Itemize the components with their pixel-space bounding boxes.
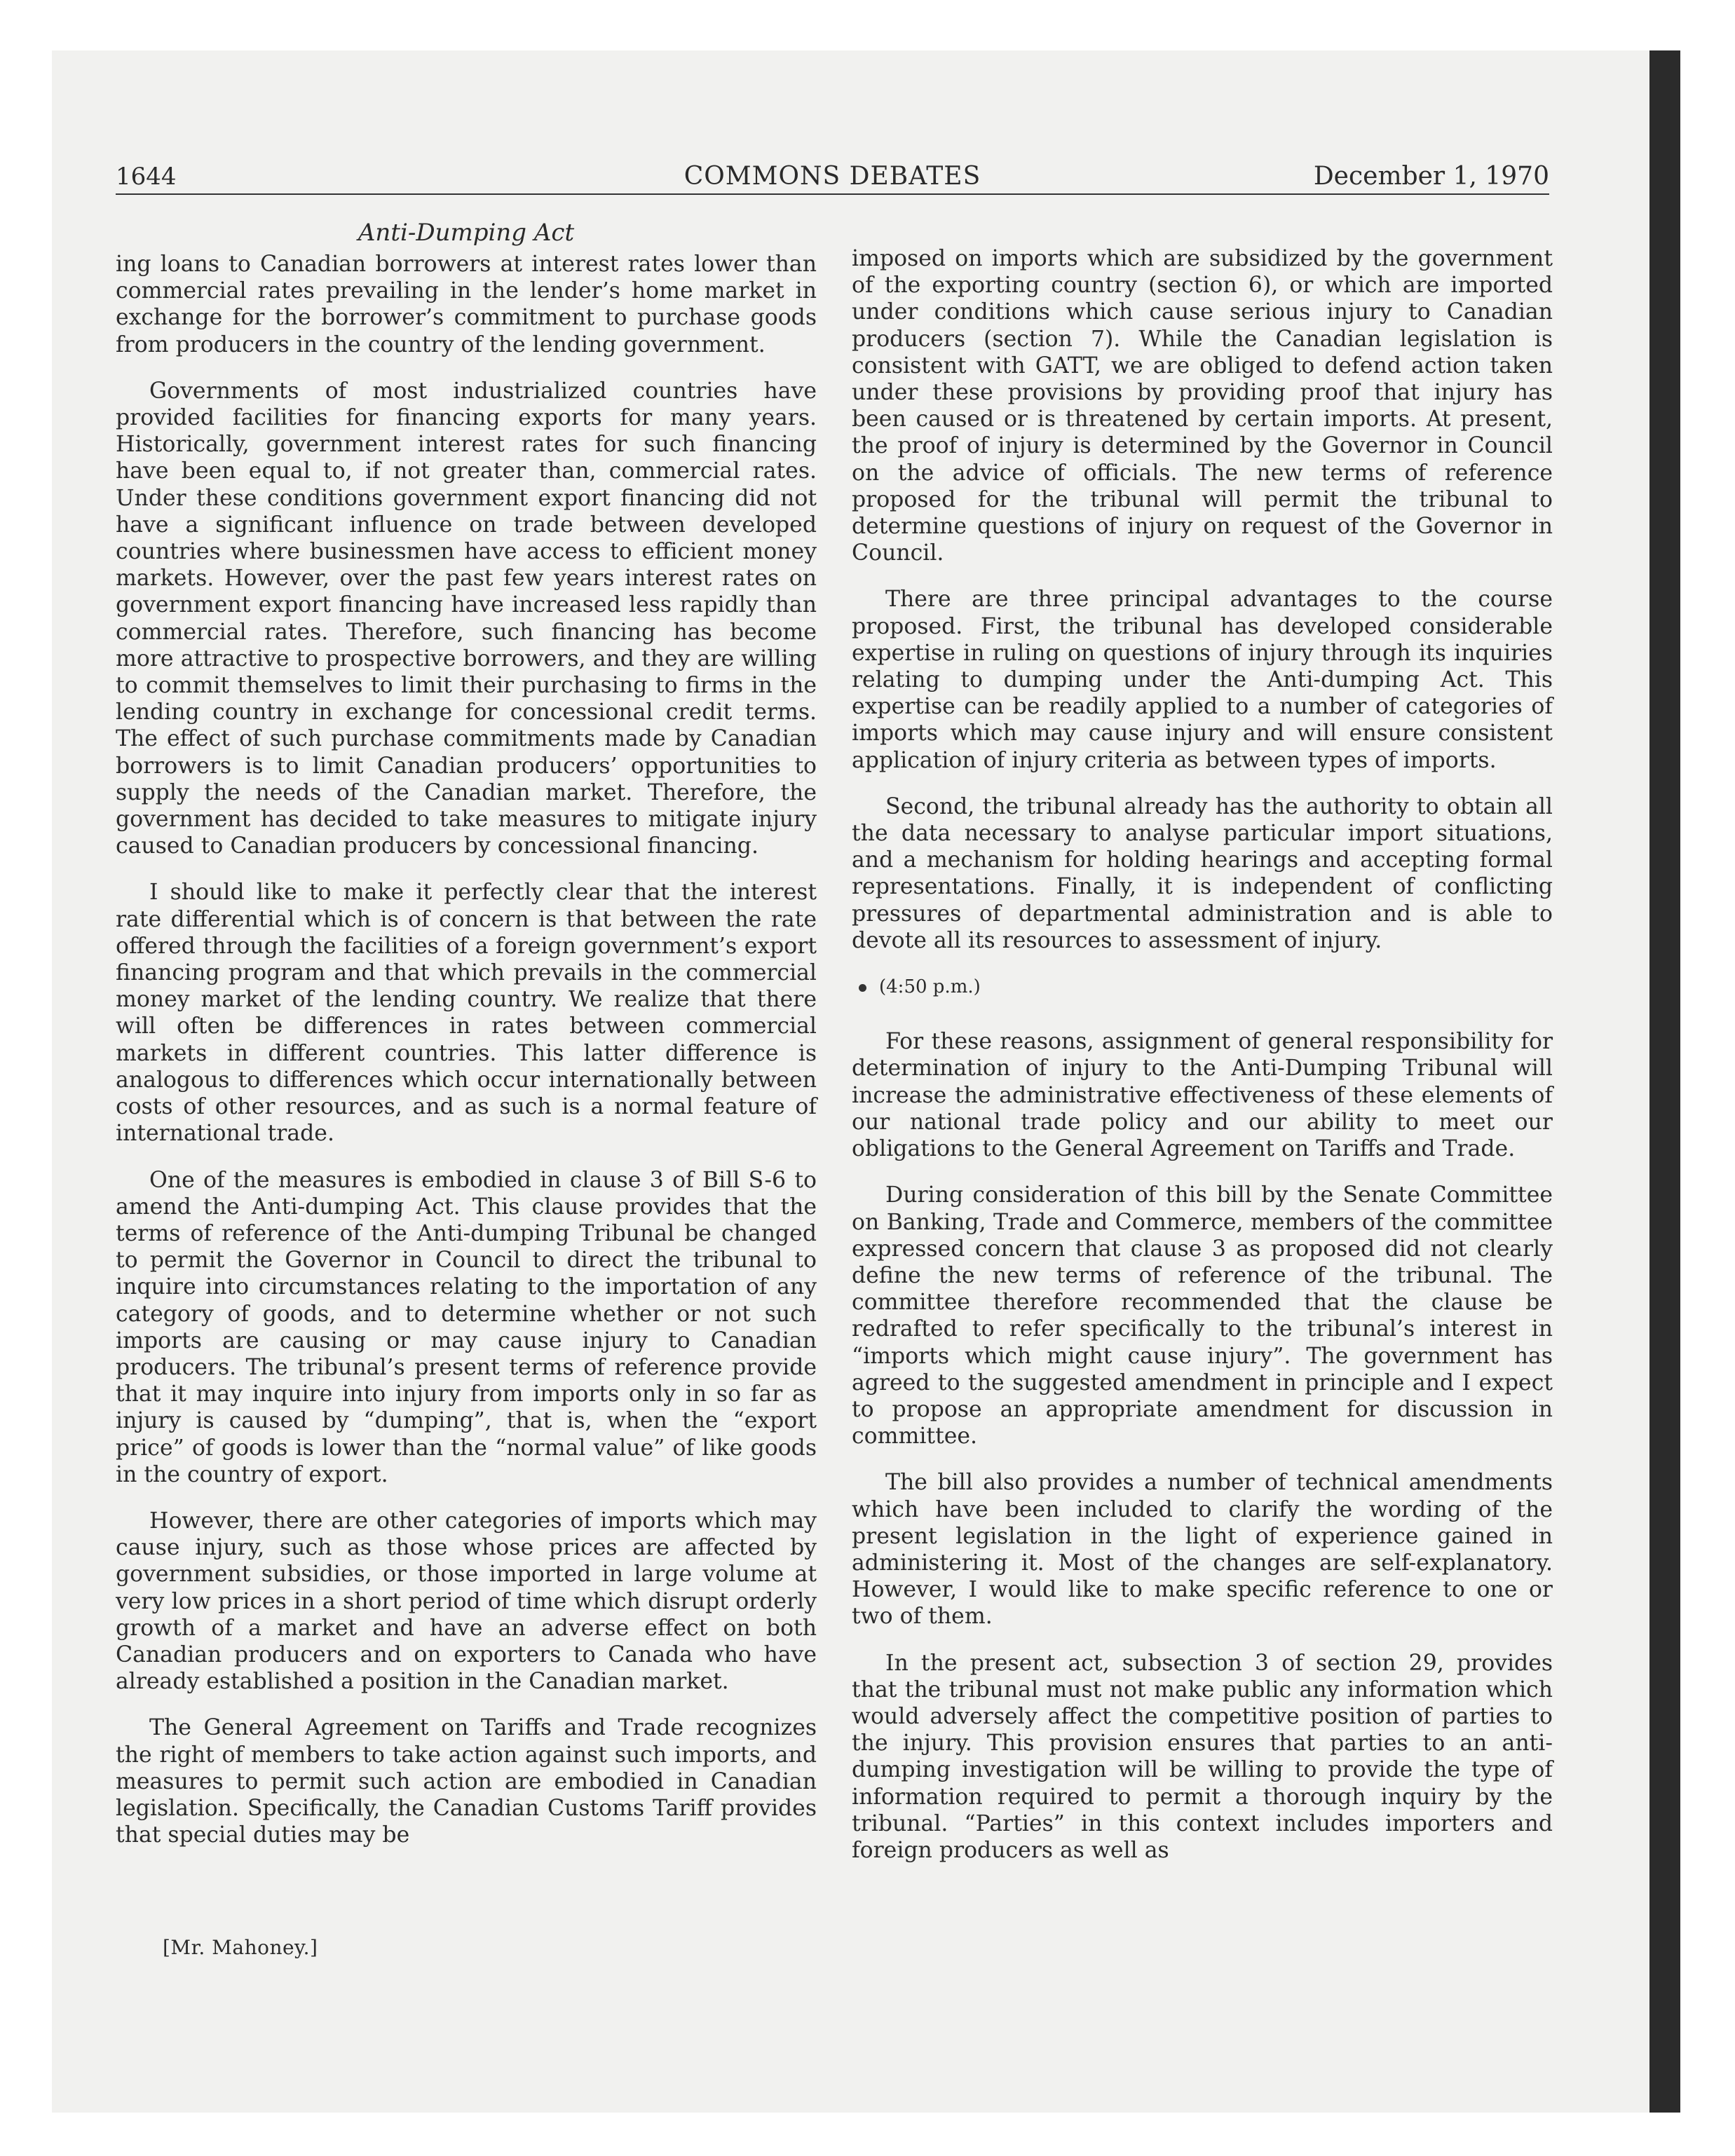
paragraph: One of the measures is embodied in clause 3 of Bill S-6 to amend the Anti-dumping Act. This clause provides that the terms of reference of the Anti-dumping Tribunal be changed to permit the Governor in Council to direct the tribunal to inquire into circumstances relating to the importation of any category of goods, and to determine whether or not such imports are causing or may cause injury to Canadian producers. The tribunal’s present terms of reference provide that it may inquire into injury from imports only in so far as injury is caused by “dumping”, that is, when the “export price” of goods is lower than the “normal value” of like goods in the country of export. — [116, 1167, 817, 1487]
paragraph: However, there are other categories of imports which may cause injury, such as those whose prices are affected by government subsidies, or those imported in large volume at very low prices in a short period of time which disrupt orderly growth of a market and have an adverse effect on both Canadian producers and on exporters to Canada who have already established a position in the Canadian market. — [116, 1508, 817, 1695]
paragraph: ing loans to Canadian borrowers at interest rates lower than commercial rates prevailing in the lender’s home market in exchange for the borrower’s commitment to purchase goods from producers in the country of the lending government. — [116, 252, 817, 357]
time-marker — [859, 974, 1553, 1000]
time-marker-text: (4:50 p.m.) — [879, 976, 981, 998]
paragraph: imposed on imports which are subsidized by the government of the exporting country (section 6), or which are imported under conditions which cause serious injury to Canadian producers (section 7). While the Canadian legislation is consistent with GATT, we are obliged to defend action taken under these provisions by providing proof that injury has been caused or is threatened by certain imports. At present, the proof of injury is determined by the Governor in Council on the advice of officials. The new terms of reference proposed for the tribunal will permit the tribunal to determine questions of injury on request of the Governor in Council. — [852, 246, 1553, 566]
scan-margin — [1680, 0, 1735, 2156]
page-header — [116, 147, 1549, 195]
publication-title: COMMONS DEBATES — [683, 162, 981, 191]
bullet-icon — [859, 984, 866, 992]
paragraph: I should like to make it perfectly clear that the interest rate differential which is of concern is that between the rate offered through the facilities of a foreign government’s export financing program and that which prevails in the commercial money market of the lending country. We realize that there will often be differences in rates between commercial markets in different countries. This latter difference is analogous to differences which occur internationally between costs of other resources, and as such is a normal feature of international trade. — [116, 880, 817, 1147]
paragraph: The General Agreement on Tariffs and Trade recognizes the right of members to take action against such imports, and measures to permit such action are embodied in Canadian legislation. Specifically, the Canadian Customs Tariff provides that special duties may be — [116, 1715, 817, 1848]
paragraph: Second, the tribunal already has the authority to obtain all the data necessary to analyse particular import situations, and a mechanism for holding hearings and accepting formal representations. Finally, it is independent of conflicting pressures of departmental administration and is able to devote all its resources to assessment of injury. — [852, 793, 1553, 953]
running-head: Anti-Dumping Act — [358, 219, 575, 247]
page-number: 1644 — [116, 163, 177, 191]
paragraph: The bill also provides a number of technical amendments which have been included to clarify the wording of the present legislation in the light of experience gained in administering it. Most of the changes are self-explanatory. However, I would like to make specific reference to one or two of them. — [852, 1470, 1553, 1630]
speaker-attribution: [Mr. Mahoney.] — [163, 1936, 318, 1959]
paragraph: In the present act, subsection 3 of section 29, provides that the tribunal must not make public any information which would adversely affect the competitive position of parties to the injury. This provision ensures that parties to an anti-dumping investigation will be willing to provide the type of information required to permit a thorough inquiry by the tribunal. “Parties” in this context includes importers and foreign producers as well as — [852, 1650, 1553, 1863]
paragraph: For these reasons, assignment of general responsibility for determination of injury to the Anti-Dumping Tribunal will increase the administrative effectiveness of these elements of our national trade policy and our ability to meet our obligations to the General Agreement on Tariffs and Trade. — [852, 1029, 1553, 1162]
left-column — [116, 251, 817, 1868]
paragraph: During consideration of this bill by the Senate Committee on Banking, Trade and Commerce, members of the committee expressed concern that clause 3 as proposed did not clearly define the new terms of reference of the tribunal. The committee therefore recommended that the clause be redrafted to refer specifically to the tribunal’s interest in “imports which might cause injury”. The government has agreed to the suggested amendment in principle and I expect to propose an appropriate amendment for discussion in committee. — [852, 1182, 1553, 1449]
scan-edge-bar — [1649, 50, 1680, 2113]
paragraph: There are three principal advantages to the course proposed. First, the tribunal has developed considerable expertise in ruling on questions of injury through its inquiries relating to dumping under the Anti-dumping Act. This expertise can be readily applied to a number of categories of imports which may cause injury and will ensure consistent application of injury criteria as between types of imports. — [852, 587, 1553, 773]
paragraph: Governments of most industrialized countries have provided facilities for financing exports for many years. Historically, government interest rates for such financing have been equal to, if not greater than, commercial rates. Under these conditions government export financing did not have a significant influence on trade between developed countries where businessmen have access to efficient money markets. However, over the past few years interest rates on government export financing have increased less rapidly than commercial rates. Therefore, such financing has become more attractive to prospective borrowers, and they are willing to commit themselves to limit their purchasing to firms in the lending country in exchange for concessional credit terms. The effect of such purchase commitments made by Canadian borrowers is to limit Canadian producers’ opportunities to supply the needs of the Canadian market. Therefore, the government has decided to take measures to mitigate injury caused to Canadian producers by concessional financing. — [116, 378, 817, 859]
publication-date: December 1, 1970 — [1313, 162, 1549, 191]
right-column — [852, 245, 1553, 1883]
